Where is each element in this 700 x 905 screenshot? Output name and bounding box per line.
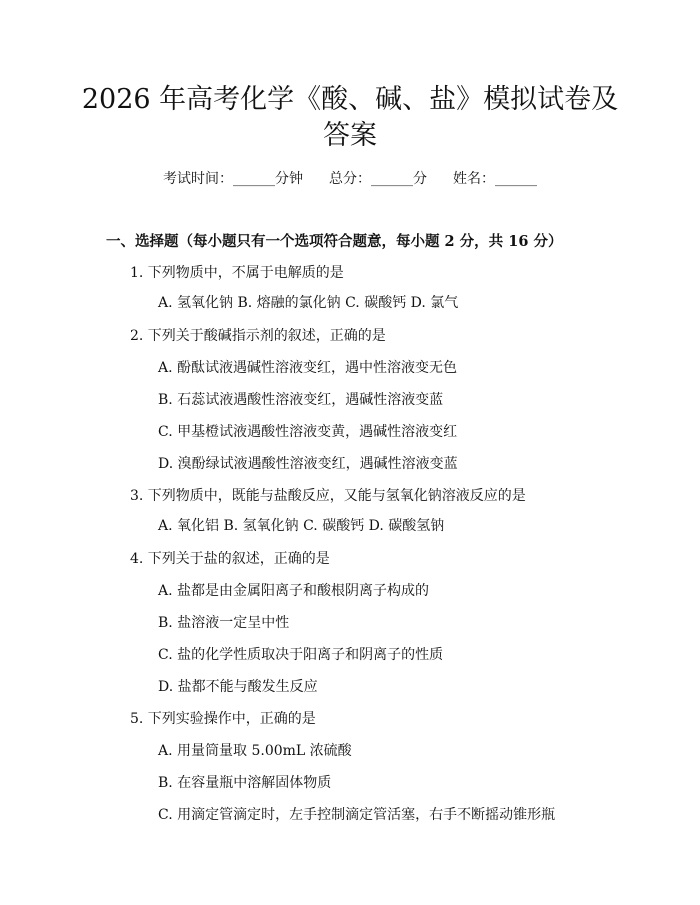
question-option: B. 盐溶液一定呈中性 <box>158 615 290 631</box>
question-option: C. 盐的化学性质取决于阳离子和阴离子的性质 <box>158 647 444 663</box>
question-option: A. 盐都是由金属阳离子和酸根阴离子构成的 <box>158 583 430 599</box>
question-option: C. 用滴定管滴定时，左手控制滴定管活塞，右手不断摇动锥形瓶 <box>158 807 556 823</box>
question-option: B. 在容量瓶中溶解固体物质 <box>158 775 332 791</box>
question-option: D. 盐都不能与酸发生反应 <box>158 679 318 695</box>
page-title-line1: 2026 年高考化学《酸、碱、盐》模拟试卷及 <box>81 84 619 115</box>
student-name-field: 姓名：______ <box>453 171 537 187</box>
question-option: A. 用量筒量取 5.00mL 浓硫酸 <box>158 743 352 759</box>
question-option: A. 酚酞试液遇碱性溶液变红，遇中性溶液变无色 <box>158 360 458 376</box>
question-option: A. 氢氧化钠 B. 熔融的氯化钠 C. 碳酸钙 D. 氯气 <box>158 295 459 311</box>
question-stem: 1. 下列物质中，不属于电解质的是 <box>130 265 344 281</box>
page-title-line2: 答案 <box>323 120 377 151</box>
exam-info-line <box>0 168 700 188</box>
question-stem: 3. 下列物质中，既能与盐酸反应，又能与氢氧化钠溶液反应的是 <box>130 488 526 504</box>
question-stem: 5. 下列实验操作中，正确的是 <box>130 711 316 727</box>
total-score-field: 总分：______分 <box>329 171 427 187</box>
question-option: A. 氧化铝 B. 氢氧化钠 C. 碳酸钙 D. 碳酸氢钠 <box>158 518 445 534</box>
section-heading: 一、选择题（每小题只有一个选项符合题意，每小题 2 分，共 16 分） <box>106 233 563 250</box>
question-option: D. 溴酚绿试液遇酸性溶液变红，遇碱性溶液变蓝 <box>158 456 458 472</box>
question-option: B. 石蕊试液遇酸性溶液变红，遇碱性溶液变蓝 <box>158 392 444 408</box>
question-stem: 2. 下列关于酸碱指示剂的叙述，正确的是 <box>130 328 386 344</box>
question-option: C. 甲基橙试液遇酸性溶液变黄，遇碱性溶液变红 <box>158 424 458 440</box>
exam-time-field: 考试时间：______分钟 <box>163 171 303 187</box>
question-stem: 4. 下列关于盐的叙述，正确的是 <box>130 551 330 567</box>
